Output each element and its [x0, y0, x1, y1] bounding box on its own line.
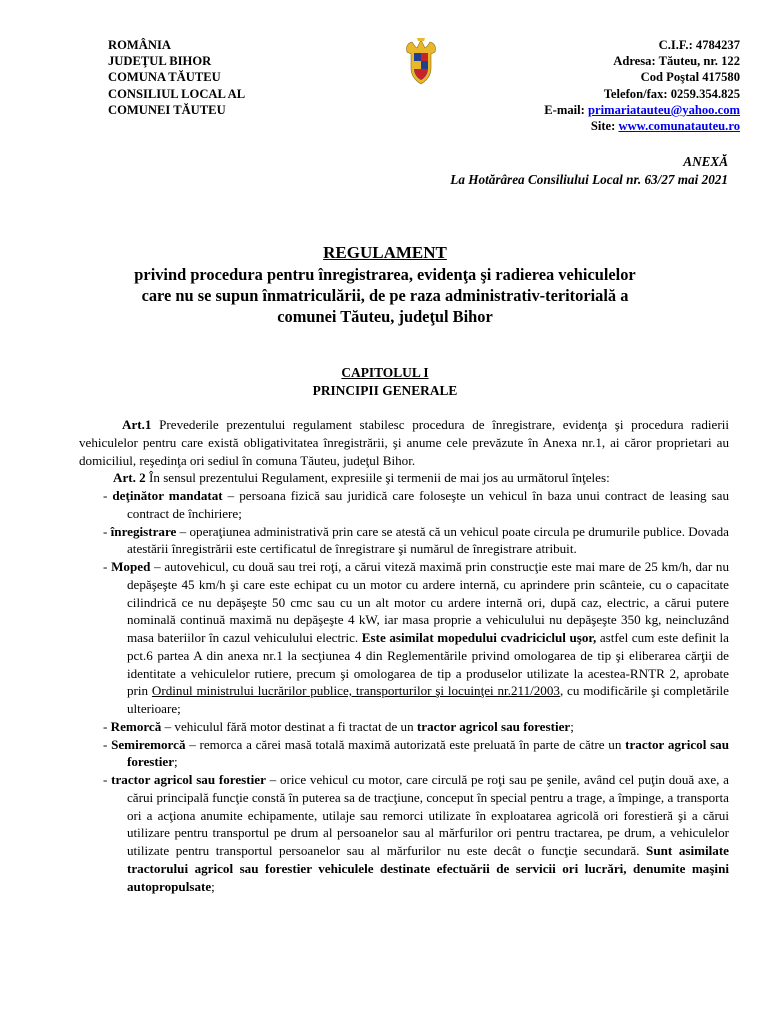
title-line-1: privind procedura pentru înregistrarea, evidenţa şi radierea vehiculelor — [134, 265, 636, 284]
title-line-3: comunei Tăuteu, judeţul Bihor — [277, 307, 493, 326]
definition-end: ; — [174, 754, 178, 770]
chapter-name: PRINCIPII GENERALE — [312, 383, 458, 398]
header-county: JUDEŢUL BIHOR — [108, 54, 212, 69]
chapter-number: CAPITOLUL I — [341, 365, 429, 380]
header-council: CONSILIUL LOCAL AL — [108, 86, 246, 101]
annex-subtitle: La Hotărârea Consiliului Local nr. 63/27 mai 2021 — [450, 172, 728, 187]
definition-bold-text: tractor agricol sau forestier — [127, 736, 729, 770]
regulation-heading: REGULAMENT — [323, 243, 447, 262]
title-line-2: care nu se supun înmatriculării, de pe raza administrativ-teritorială a — [141, 286, 629, 305]
definition-term: înregistrare — [110, 523, 177, 539]
article-1-text: Prevederile prezentului regulament stabilesc procedura de înregistrare, evidenţa şi procedura radierii vehiculelor pentru care există obligativitatea înregistrării, şi anume cele prevăzute în Anexa nr.1, ai căror proprietari au domiciliul, reşedinţa ori sediul în comuna Tăuteu, judeţul Bihor. — [79, 417, 729, 468]
definition-text: – remorca a cărei masă totală maximă autorizată este preluată în parte de către un — [185, 736, 626, 752]
definition-text: , cu modificările şi completările ulterioare; — [127, 683, 729, 716]
definition-term: Remorcă — [110, 718, 162, 734]
definition-term: Moped — [111, 559, 151, 574]
article-2 — [79, 469, 729, 487]
header-country: ROMÂNIA — [108, 38, 171, 52]
site-link[interactable]: www.comunatauteu.ro — [618, 119, 740, 134]
email-link[interactable]: primariatauteu@yahoo.com — [588, 102, 740, 117]
definition-text: – autovehicul, cu două sau trei roţi, a cărui viteză maximă prin construcţie este mai mare de 25 km/h, dar nu depăşeşte 45 km/h şi care este echipat cu un motor cu ardere internă, cu aprindere prin scânteie, cu o capacitate cilindrică ce nu depăşeşte 50 cmc sau cu un alt motor cu ardere internă ori, după caz, electric, a cărui putere nominală continuă maximă nu depăşeşte 4 kW, iar masa proprie a vehiculului nu depăşeşte 350 kg, neincluzând masa bateriilor în cazul vehiculului electric. — [127, 559, 729, 645]
definition-term: tractor agricol sau forestier — [111, 772, 266, 787]
definition-semiremorca: - Semiremorcă – remorca a cărei masă totală maximă autorizată este preluată în parte de către un tractor agricol sau forestier; — [103, 736, 729, 770]
email-label: E-mail: — [544, 102, 589, 117]
definition-text: – operaţiunea administrativă prin care se atestă că un vehicul poate circula pe drumurile publice. Dovada atestării înregistrării este certificatul de înregistrare şi numărul de înregistrare atribuit. — [127, 523, 729, 557]
definition-bold-text: Este asimilat mopedului cvadriciclul uşor, — [361, 630, 597, 645]
annex-reference — [450, 153, 728, 189]
document-body — [79, 416, 729, 895]
definition-end: ; — [570, 718, 574, 734]
definition-text: – persoana fizică sau juridică care foloseşte un vehicul în baza unui contract de leasing sau contract de închiriere; — [127, 488, 730, 521]
definition-tractor: - tractor agricol sau forestier – orice vehicul cu motor, care circulă pe roţi sau pe şenile, având cel puţin două axe, a cărui principală funcţie constă în puterea sa de tracţiune, conceput în special pentru a trage, a împinge, a transporta ori a acţiona anumite echipamente, utilaje sau remorci utilizate în exploatarea agricolă ori forestieră şi a cărui utilizare pentru transportul pe drum al persoanelor sau al mărfurilor ori pentru tractarea, pe drum, a vehiculelor utilizate pentru transportul persoanelor sau al mărfurilor nu este decât o funcţie secundară. Sunt asimilate tractorului agricol sau forestier vehiculele destinate efectuării de servicii ori lucrări, denumite maşini autopropulsate; — [103, 772, 729, 894]
header-commune: COMUNA TĂUTEU — [108, 70, 221, 85]
article-2-label: Art. 2 — [113, 470, 146, 486]
postal-code: Cod Poştal 417580 — [640, 70, 740, 85]
address: Adresa: Tăuteu, nr. 122 — [613, 54, 740, 69]
article-1-label: Art.1 — [122, 417, 152, 432]
header-institution — [108, 37, 245, 118]
cif: C.I.F.: 4784237 — [658, 38, 740, 52]
definition-bold-text: Sunt asimilate tractorului agricol sau forestier vehiculele destinate efectuării de servicii ori lucrări, denumite maşini autopropulsate — [127, 843, 729, 894]
definition-inregistrare: - înregistrare – operaţiunea administrativă prin care se atestă că un vehicul poate circula pe drumurile publice. Dovada atestării înregistrării este certificatul de înregistrare şi numărul de înregistrare atribuit. — [103, 523, 729, 557]
definition-end: ; — [211, 878, 215, 894]
document-title — [80, 242, 690, 327]
definition-term: Semiremorcă — [111, 736, 186, 752]
site-line — [544, 118, 740, 134]
definition-moped: - Moped – autovehicul, cu două sau trei roţi, a cărui viteză maximă prin construcţie este mai mare de 25 km/h, dar nu depăşeşte 45 km/h şi care este echipat cu un motor cu ardere internă, cu aprindere prin scânteie, cu o capacitate cilindrică ce nu depăşeşte 50 cmc sau cu un alt motor cu ardere internă ori, după caz, electric, a cărui putere nominală continuă maximă nu depăşeşte 4 kW, iar masa proprie a vehiculului nu depăşeşte 350 kg, neincluzând masa bateriilor în cazul vehiculului electric. Este asimilat mopedului cvadriciclul uşor, astfel cum este definit la pct.6 partea A din anexa nr.1 la secţiunea 4 din Reglementările privind omologarea de tip şi eliberarea cărţii de identitate a vehiculelor rutiere, precum şi omologarea de tip a produselor utilizate la acestea-RNTR 2, aprobate prin Ordinul ministrului lucrărilor publice, transporturilor şi locuinţei nr.211/2003, cu modificările şi completările ulterioare; — [103, 559, 729, 716]
email-line — [544, 102, 740, 118]
definition-text: astfel cum este definit la pct.6 partea A din anexa nr.1 la secţiunea 4 din Reglementările privind omologarea de tip şi eliberarea cărţii de identitate a vehiculelor rutiere, precum şi omologarea de tip a produselor utilizate la acestea-RNTR 2, aprobate prin — [127, 630, 729, 699]
phone-fax: Telefon/fax: 0259.354.825 — [603, 86, 740, 101]
article-1 — [79, 416, 729, 469]
definition-detinator: - deţinător mandatat – persoana fizică sau juridică care foloseşte un vehicul în baza unui contract de leasing sau contract de închiriere; — [103, 488, 730, 521]
definition-text: – orice vehicul cu motor, care circulă pe roţi sau pe şenile, având cel puţin două axe, a cărui principală funcţie constă în puterea sa de tracţiune, conceput în special pentru a trage, a împinge, a transporta ori a acţiona anumite echipamente, utilaje sau remorci utilizate în exploatarea agricolă ori forestieră şi a cărui utilizare pentru transportul pe drum al persoanelor sau al mărfurilor ori pentru tractarea, pe drum, a vehiculelor utilizate pentru transportul persoanelor sau al mărfurilor nu este decât o funcţie secundară. — [127, 772, 729, 858]
article-2-text: În sensul prezentului Regulament, expresiile şi termenii de mai jos au următorul înţeles: — [145, 470, 610, 486]
site-label: Site: — [590, 119, 619, 134]
chapter-heading — [80, 364, 690, 400]
definition-term: deţinător mandatat — [112, 488, 223, 503]
definition-remorca: - Remorcă – vehiculul fără motor destinat a fi tractat de un tractor agricol sau forestier; — [103, 718, 574, 734]
header-contact — [544, 37, 740, 134]
order-reference-link[interactable]: Ordinul ministrului lucrărilor publice, transporturilor şi locuinţei nr.211/2003 — [151, 683, 560, 699]
definition-text: – vehiculul fără motor destinat a fi tractat de un — [161, 718, 417, 734]
header-council-commune: COMUNEI TĂUTEU — [108, 102, 226, 117]
annex-title: ANEXĂ — [683, 154, 728, 169]
definition-bold-text: tractor agricol sau forestier — [416, 718, 571, 734]
romania-coat-of-arms-icon — [404, 38, 438, 86]
